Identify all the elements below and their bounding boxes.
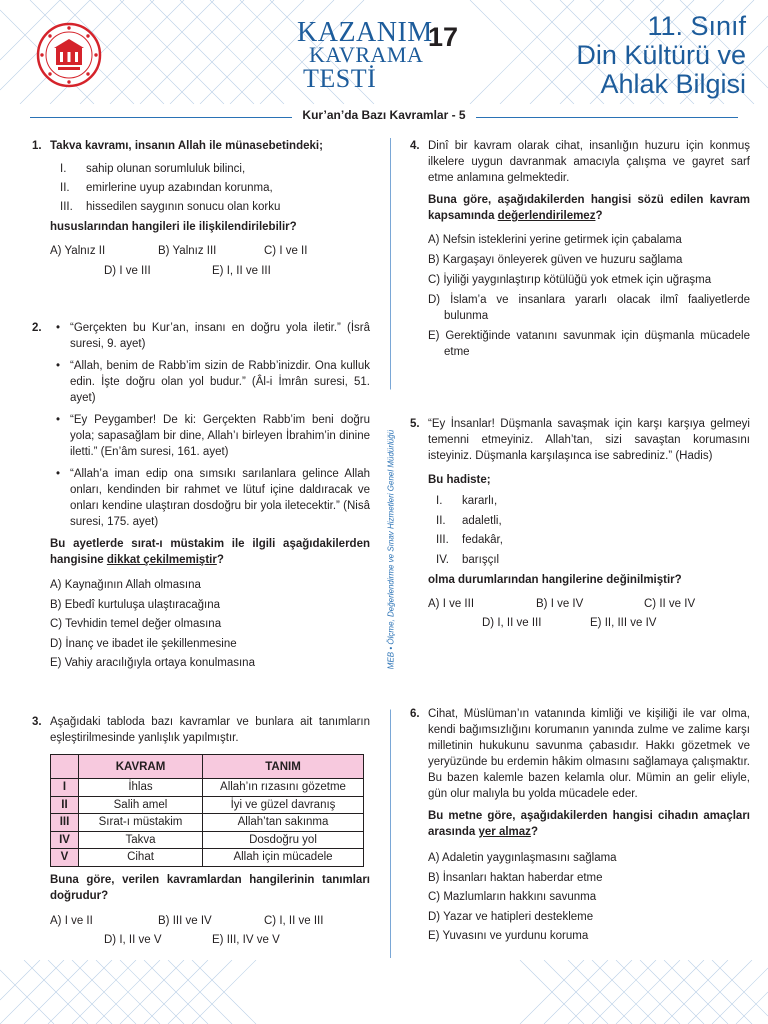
title-line-2: KAVRAMA <box>309 42 424 67</box>
q3-number: 3. <box>32 716 42 728</box>
q1-item <box>50 179 370 198</box>
q1-option-d[interactable]: D) I ve III <box>104 265 151 277</box>
q6-option-e[interactable]: E) Yuvasını ve yurdunu koruma <box>428 930 589 942</box>
table-row-number: I <box>51 779 79 797</box>
q1-items <box>50 160 370 217</box>
side-meb: MEB • <box>386 644 396 670</box>
q5-item <box>428 512 750 532</box>
q1-item-num: I. <box>60 163 67 175</box>
table-row <box>51 779 364 797</box>
q6-question <box>428 808 750 840</box>
meb-logo <box>36 22 102 88</box>
q6-option-b[interactable]: B) İnsanları haktan haberdar etme <box>428 871 603 884</box>
side-publisher-text: Ölçme, Değerlendirme ve Sınav Hizmetleri Genel Müdürlüğü <box>386 429 396 645</box>
q3-option-e[interactable]: E) III, IV ve V <box>212 933 280 946</box>
q4-number: 4. <box>410 140 420 152</box>
table-header-cell: KAVRAM <box>79 755 203 779</box>
q6-option-a[interactable]: A) Adaletin yaygınlaşmasını sağlama <box>428 852 617 864</box>
q5-item-text: kararlı, <box>462 495 498 507</box>
q5-number: 5. <box>410 418 420 430</box>
table-cell-concept: Sırat-ı müstakim <box>79 814 203 832</box>
grade: 11. Sınıf <box>647 11 746 41</box>
q1-stem: Takva kavramı, insanın Allah ile münasebetindeki; <box>50 140 323 152</box>
table-cell-definition: Allah için mücadele <box>203 849 364 867</box>
q4-option-b[interactable]: B) Kargaşayı önleyerek güven ve huzuru sağlama <box>428 254 683 266</box>
q5-items <box>428 492 750 570</box>
q4-question <box>428 192 750 224</box>
title-line-1: KAZANIM <box>297 17 433 48</box>
q5-item <box>428 492 750 512</box>
table-row <box>51 831 364 849</box>
q4-stem: Dinî bir kavram olarak cihat, insanlığın huzuru için konmuş ilkelere uygun davranmak amacıyla çalışma ve gayret sarf etme anlamına gelmektedir. <box>428 140 750 184</box>
q4-options <box>428 232 750 360</box>
q5-item-num: IV. <box>436 553 450 566</box>
table-row <box>51 796 364 814</box>
q1-item-num: II. <box>60 182 70 194</box>
table-header-row <box>51 755 364 779</box>
q5-question: olma durumlarından hangilerine değinilmiştir? <box>428 574 682 586</box>
q4-option-c[interactable]: C) İyiliği yaygınlaştırıp kötülüğü yok etmek için uğraşma <box>428 274 712 286</box>
page-footer <box>0 960 768 1024</box>
kazanim-kavrama-testi-title <box>297 17 433 93</box>
q3-stem: Aşağıdaki tabloda bazı kavramlar ve bunlara ait tanımların eşleştirilmesinde yanlışlık yapılmıştır. <box>50 716 370 744</box>
table-row-number: V <box>51 849 79 867</box>
q6-question-a: Bu metne göre, aşağıdakilerden hangisi cihadın amaçları arasında <box>428 810 750 838</box>
q6-number: 6. <box>410 708 420 720</box>
table-row-number: III <box>51 814 79 832</box>
q6-question-underlined: yer almaz <box>478 826 531 838</box>
q3-options <box>50 913 370 953</box>
subject-line-2: Ahlak Bilgisi <box>600 69 746 99</box>
q5-item-num: III. <box>436 534 449 546</box>
q3-option-d[interactable]: D) I, II ve V <box>104 933 162 946</box>
q3-option-a[interactable]: A) I ve II <box>50 914 93 927</box>
question-6 <box>408 706 750 947</box>
q2-option-a[interactable]: A) Kaynağının Allah olmasına <box>50 579 201 591</box>
table-cell-definition: Allah’tan sakınma <box>203 814 364 832</box>
q2-number: 2. <box>32 322 42 334</box>
q5-options <box>428 596 750 636</box>
q2-question <box>50 536 370 568</box>
q2-bullet <box>56 466 370 530</box>
q1-question: hususlarından hangileri ile ilişkilendirilebilir? <box>50 221 297 233</box>
q5-option-e[interactable]: E) II, III ve IV <box>590 617 657 629</box>
bullet-icon: • <box>56 360 61 372</box>
bullet-icon: • <box>56 414 61 426</box>
q4-option-d[interactable]: D) İslam’a ve insanlara yararlı olacak ilmî faaliyetlerde bulunma <box>428 294 750 322</box>
q1-option-e[interactable]: E) I, II ve III <box>212 265 271 277</box>
table-header-cell: TANIM <box>203 755 364 779</box>
footer-hatch-pattern <box>0 960 768 1024</box>
topic-bar <box>0 104 768 132</box>
q5-item-num: I. <box>436 495 443 507</box>
q5-item <box>428 551 750 571</box>
q2-bullet <box>56 358 370 406</box>
q5-option-b[interactable]: B) I ve IV <box>536 598 584 610</box>
q5-option-a[interactable]: A) I ve III <box>428 598 475 610</box>
q1-item <box>50 198 370 217</box>
q4-question-a: Buna göre, aşağıdakilerden hangisi sözü edilen kavram kapsamında <box>428 194 750 222</box>
q6-option-d[interactable]: D) Yazar ve hatipleri destekleme <box>428 910 594 923</box>
subject-title <box>576 12 746 99</box>
table-header-cell <box>51 755 79 779</box>
q6-question-b: ? <box>530 826 538 838</box>
q2-question-a: Bu ayetlerde sırat-ı müstakim ile ilgili aşağıdakilerden hangisine <box>50 538 370 566</box>
topic-title: Kur’an’da Bazı Kavramlar - 5 <box>292 108 475 122</box>
q4-question-underlined: değerlendirilemez <box>497 210 596 222</box>
q4-option-a[interactable]: A) Nefsin isteklerini yerine getirmek için çabalama <box>428 234 682 246</box>
q6-stem: Cihat, Müslüman’ın vatanında kimliği ve kişiliği ile var olma, kendi bağımsızlığını korumanın yanında zulme ve zalime karşı milletinin hukukunu savunma çabasıdır. Hakkı gözetmek ve yeryüzünde bu erdemin hâkim olmasını sağlamaya çalışmaktır. Bu bazen kalemle bazen kelamla olur. Mümin an gelir eliyle, gün olur malıyla bu yolda mücadele eder. <box>428 708 750 800</box>
side-publisher <box>386 390 395 710</box>
table-row <box>51 814 364 832</box>
table-row-number: II <box>51 796 79 814</box>
table-cell-definition: Allah’ın rızasını gözetme <box>203 779 364 797</box>
q2-option-e[interactable]: E) Vahiy aracılığıyla ortaya konulmasına <box>50 657 255 669</box>
question-1 <box>30 138 370 283</box>
q6-option-c[interactable]: C) Mazlumların hakkını savunma <box>428 891 597 903</box>
table-cell-concept: Cihat <box>79 849 203 867</box>
q2-option-b[interactable]: B) Ebedî kurtuluşa ulaştıracağına <box>50 598 221 611</box>
q4-option-e[interactable]: E) Gerektiğinde vatanını savunmak için düşmanla mücadele etme <box>428 330 750 358</box>
q2-option-c[interactable]: C) Tevhidin temel değer olmasına <box>50 618 222 630</box>
q2-bullet <box>56 320 370 352</box>
q6-options <box>428 849 750 947</box>
question-2 <box>30 320 370 674</box>
q2-bullet-text: “Allah, benim de Rabb’im sizin de Rabb’inizdir. Ona kulluk edin. İşte doğru olan yol budur.” (Âl-i İmrân suresi, 51. ayet) <box>70 360 370 404</box>
bullet-icon: • <box>56 322 61 334</box>
title-line-3: TESTİ <box>303 64 377 93</box>
table-row-number: IV <box>51 831 79 849</box>
table-cell-definition: Dosdoğru yol <box>203 831 364 849</box>
q1-item-text: hissedilen saygının sonucu olan korku <box>86 201 281 213</box>
table-cell-concept: İhlas <box>79 779 203 797</box>
question-3 <box>30 714 370 953</box>
question-5 <box>408 416 750 636</box>
q3-option-b[interactable]: B) III ve IV <box>158 914 212 927</box>
q5-lead: Bu hadiste; <box>428 474 491 486</box>
q1-item-text: emirlerine uyup azabından korunma, <box>86 182 273 194</box>
q2-option-d[interactable]: D) İnanç ve ibadet ile şekillenmesine <box>50 637 237 650</box>
q5-stem: “Ey İnsanlar! Düşmanla savaşmak için karşı karşıya gelmeyi temenni etmeyiniz. Allah’tan, sizi savaştan korumasını isteyiniz. Düşmanla karşılaşınca ise sabrediniz.” (Hadis) <box>428 418 750 462</box>
q5-item <box>428 531 750 551</box>
question-4 <box>408 138 750 360</box>
q2-question-underlined: dikkat çekilmemiştir <box>106 554 217 566</box>
table-cell-concept: Salih amel <box>79 796 203 814</box>
q1-item <box>50 160 370 179</box>
q2-bullet-text: “Allah’a iman edip ona sımsıkı sarılanlara gelince Allah onları, kendinden bir rahmet ve lütuf içine daldıracak ve onları kendine ulaştıran dosdoğru bir yola iletecektir.” (Nisâ suresi, 175. ayet) <box>70 468 370 528</box>
q1-option-b[interactable]: B) Yalnız III <box>158 245 217 257</box>
q5-item-text: fedakâr, <box>462 534 503 546</box>
page-header <box>0 0 768 104</box>
q5-item-text: adaletli, <box>462 514 502 527</box>
q2-bullet-text: “Gerçekten bu Kur’an, insanı en doğru yola iletir.” (İsrâ suresi, 9. ayet) <box>70 322 370 350</box>
q2-bullet <box>56 412 370 460</box>
table-cell-definition: İyi ve güzel davranış <box>203 796 364 814</box>
q2-question-b: ? <box>216 554 224 566</box>
q3-question: Buna göre, verilen kavramlardan hangilerinin tanımları doğrudur? <box>50 873 370 902</box>
q1-options <box>50 243 370 283</box>
q5-option-c[interactable]: C) II ve IV <box>644 598 696 610</box>
bullet-icon: • <box>56 468 61 480</box>
q5-item-text: barışçıl <box>462 553 500 566</box>
table-cell-concept: Takva <box>79 831 203 849</box>
q3-option-c[interactable]: C) I, II ve III <box>264 914 324 927</box>
q4-question-b: ? <box>595 210 603 222</box>
subject-line-1: Din Kültürü ve <box>576 40 746 70</box>
q1-option-c[interactable]: C) I ve II <box>264 245 308 257</box>
test-number: 17 <box>428 22 459 52</box>
concept-table <box>50 754 364 867</box>
q2-bullet-text: “Ey Peygamber! De ki: Gerçekten Rabb’im beni doğru yola; sapasağlam bir dine, Allah’ı birleyen İbrahim’in dinine iletti.” (En’âm suresi, 161. ayet) <box>70 414 370 458</box>
q5-option-d[interactable]: D) I, II ve III <box>482 617 542 629</box>
q1-option-a[interactable]: A) Yalnız II <box>50 245 106 257</box>
table-row <box>51 849 364 867</box>
q2-options <box>50 576 370 674</box>
q5-item-num: II. <box>436 514 446 527</box>
q1-item-num: III. <box>60 201 73 213</box>
q1-item-text: sahip olunan sorumluluk bilinci, <box>86 163 246 175</box>
q1-number: 1. <box>32 140 42 152</box>
